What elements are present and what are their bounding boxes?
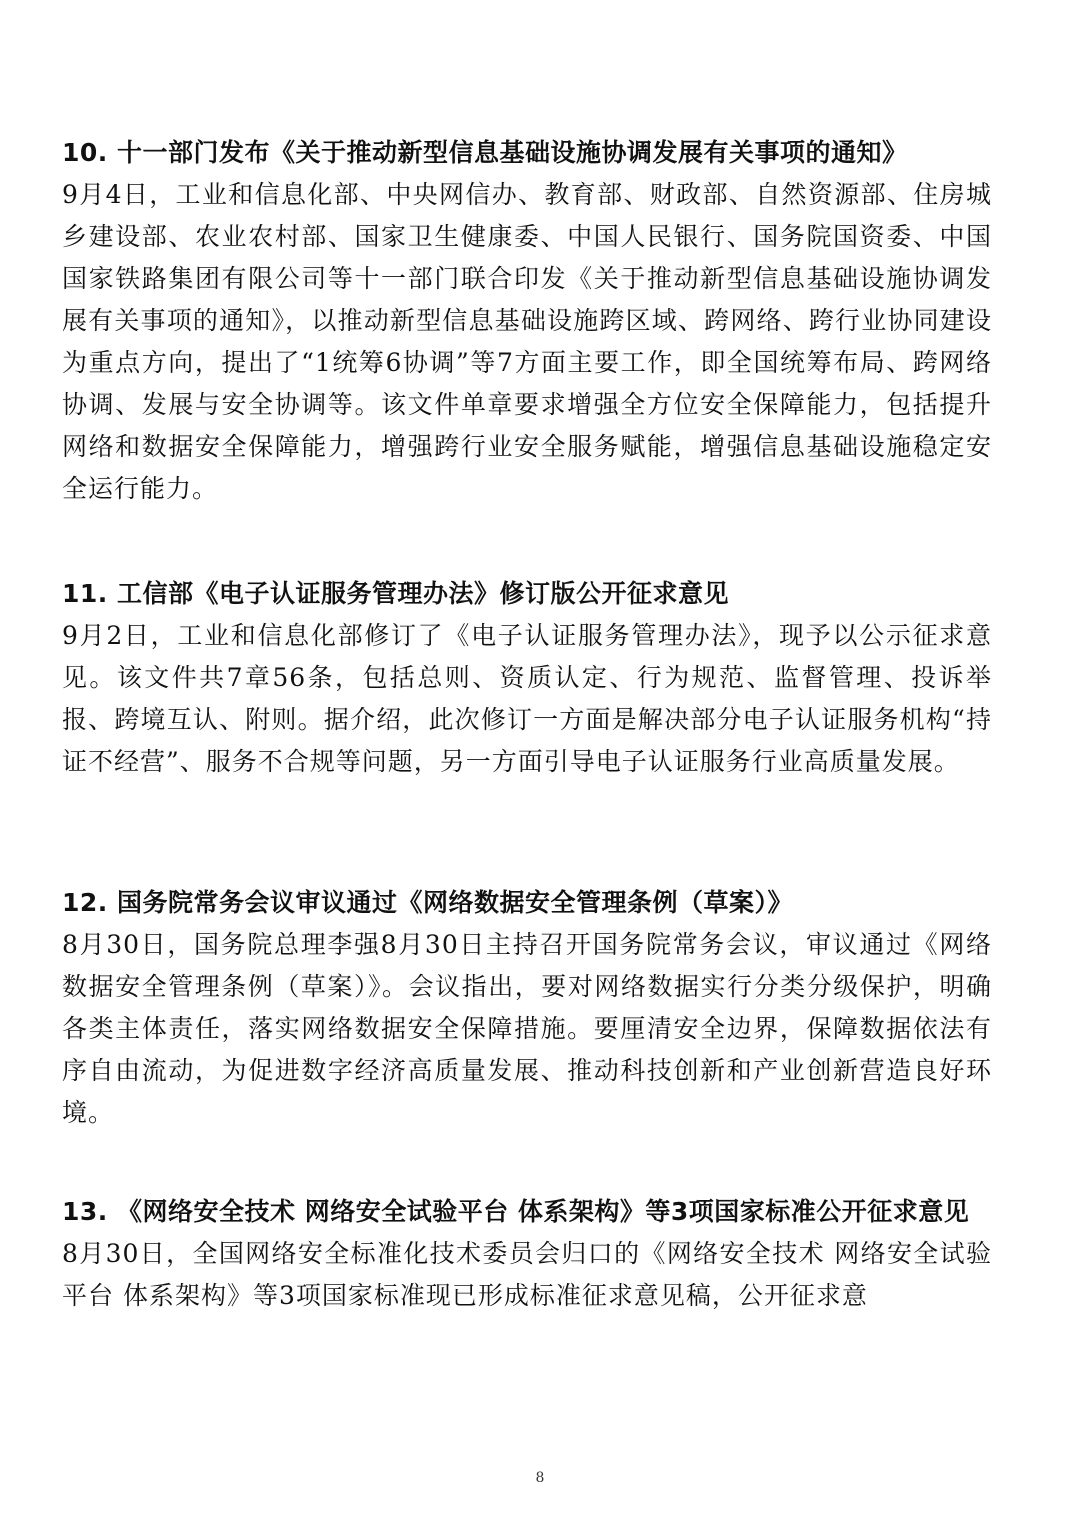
news-item-10 <box>62 132 992 510</box>
news-item-heading: 12. 国务院常务会议审议通过《网络数据安全管理条例（草案）》 <box>62 888 793 917</box>
news-item-11 <box>62 573 992 783</box>
news-item-12 <box>62 882 992 1134</box>
news-item-body: 8月30日，全国网络安全标准化技术委员会归口的《网络安全技术 网络安全试验平台 体系架构》等3项国家标准现已形成标准征求意见稿，公开征求意 <box>62 1239 992 1310</box>
page-number: 8 <box>535 1470 545 1486</box>
news-item-heading: 11. 工信部《电子认证服务管理办法》修订版公开征求意见 <box>62 579 729 608</box>
news-item-body: 9月4日，工业和信息化部、中央网信办、教育部、财政部、自然资源部、住房城乡建设部、农业农村部、国家卫生健康委、中国人民银行、国务院国资委、中国国家铁路集团有限公司等十一部门联合印发《关于推动新型信息基础设施协调发展有关事项的通知》，以推动新型信息基础设施跨区域、跨网络、跨行业协同建设为重点方向，提出了“1统筹6协调”等7方面主要工作，即全国统筹布局、跨网络协调、发展与安全协调等。该文件单章要求增强全方位安全保障能力，包括提升网络和数据安全保障能力，增强跨行业安全服务赋能，增强信息基础设施稳定安全运行能力。 <box>62 180 992 503</box>
news-item-13 <box>62 1191 992 1317</box>
news-item-heading: 13. 《网络安全技术 网络安全试验平台 体系架构》等3项国家标准公开征求意见 <box>62 1197 970 1226</box>
news-item-heading: 10. 十一部门发布《关于推动新型信息基础设施协调发展有关事项的通知》 <box>62 138 908 167</box>
news-item-body: 9月2日，工业和信息化部修订了《电子认证服务管理办法》，现予以公示征求意见。该文件共7章56条，包括总则、资质认定、行为规范、监督管理、投诉举报、跨境互认、附则。据介绍，此次修订一方面是解决部分电子认证服务机构“持证不经营”、服务不合规等问题，另一方面引导电子认证服务行业高质量发展。 <box>62 621 992 776</box>
news-item-body: 8月30日，国务院总理李强8月30日主持召开国务院常务会议，审议通过《网络数据安全管理条例（草案）》。会议指出，要对网络数据实行分类分级保护，明确各类主体责任，落实网络数据安全保障措施。要厘清安全边界，保障数据依法有序自由流动，为促进数字经济高质量发展、推动科技创新和产业创新营造良好环境。 <box>62 930 992 1127</box>
